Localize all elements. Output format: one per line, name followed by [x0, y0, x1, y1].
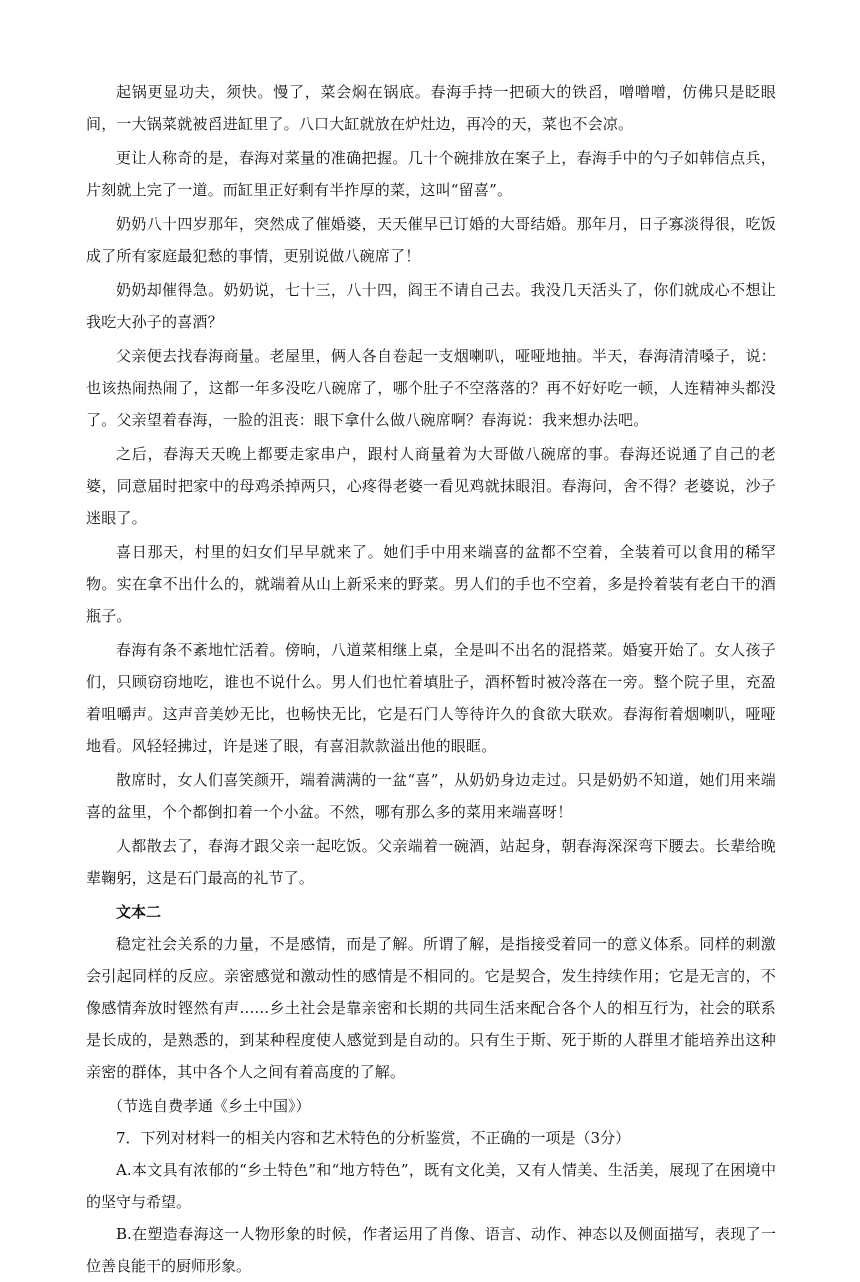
text2-paragraph: 稳定社会关系的力量，不是感情，而是了解。所谓了解，是指接受着同一的意义体系。同样的刺激会引起同样的反应。亲密感觉和激动性的感情是不相同的。它是契合，发生持续作用；它是无言的，不像感情奔放时铿然有声......乡土社会是靠亲密和长期的共同生活来配合各个人的相互行为，社会的联系是长成的，是熟悉的，到某种程度使人感觉到是自动的。只有生于斯、死于斯的人群里才能培养出这种亲密的群体，其中各个人之间有着高度的了解。: [86, 935, 776, 1081]
text2-source: （节选自费孝通《乡土中国》）: [108, 1097, 311, 1115]
question-section: [86, 1122, 776, 1282]
text2-section: [86, 896, 776, 1122]
text2-heading: 文本二: [116, 903, 162, 921]
document-page: [86, 76, 776, 1282]
question-option-b: B.在塑造春海这一人物形象的时候，作者运用了肖像、语言、动作、神态以及侧面描写，表现了一位善良能干的厨师形象。: [86, 1225, 776, 1275]
question-stem: 7．下列对材料一的相关内容和艺术特色的分析鉴赏，不正确的一项是（3分）: [116, 1129, 631, 1147]
text1-paragraph: 奶奶却催得急。奶奶说，七十三，八十四，阎王不请自己去。我没几天活头了，你们就成心不想让我吃大孙子的喜酒？: [86, 281, 776, 331]
text1-paragraph: 起锅更显功夫，须快。慢了，菜会焖在锅底。春海手持一把硕大的铁舀，噌噌噌，仿佛只是眨眼间，一大锅菜就被舀进缸里了。八口大缸就放在炉灶边，再冷的天，菜也不会凉。: [86, 83, 776, 133]
text1-section: [86, 76, 776, 894]
text1-paragraph: 喜日那天，村里的妇女们早早就来了。她们手中用来端喜的盆都不空着，全装着可以食用的稀罕物。实在拿不出什么的，就端着从山上新采来的野菜。男人们的手也不空着，多是拎着装有老白干的酒瓶子。: [86, 543, 776, 625]
text1-paragraph: 人都散去了，春海才跟父亲一起吃饭。父亲端着一碗酒，站起身，朝春海深深弯下腰去。长辈给晚辈鞠躬，这是石门最高的礼节了。: [86, 837, 776, 887]
text1-paragraph: 奶奶八十四岁那年，突然成了催婚婆，天天催早已订婚的大哥结婚。那年月，日子寡淡得很，吃饭成了所有家庭最犯愁的事情，更别说做八碗席了！: [86, 215, 776, 265]
question-option-a: A.本文具有浓郁的“乡土特色”和“地方特色”，既有文化美，又有人情美、生活美，展现了在困境中的坚守与希望。: [86, 1161, 776, 1211]
text1-paragraph: 更让人称奇的是，春海对菜量的准确把握。几十个碗排放在案子上，春海手中的勺子如韩信点兵，片刻就上完了一道。而缸里正好剩有半拃厚的菜，这叫“留喜”。: [86, 149, 776, 199]
text1-paragraph: 春海有条不紊地忙活着。傍晌，八道菜相继上桌，全是叫不出名的混搭菜。婚宴开始了。女人孩子们，只顾窃窃地吃，谁也不说什么。男人们也忙着填肚子，酒杯暂时被冷落在一旁。整个院子里，充盈着咀嚼声。这声音美妙无比，也畅快无比，它是石门人等待许久的食欲大联欢。春海衔着烟喇叭，哑哑地看。风轻轻拂过，许是迷了眼，有喜泪款款溢出他的眼眶。: [86, 641, 776, 755]
text1-paragraph: 父亲便去找春海商量。老屋里，俩人各自卷起一支烟喇叭，哑哑地抽。半天，春海清清嗓子，说：也该热闹热闹了，这都一年多没吃八碗席了，哪个肚子不空落落的？再不好好吃一顿，人连精神头都没了。父亲望着春海，一脸的沮丧：眼下拿什么做八碗席啊？春海说：我来想办法吧。: [86, 347, 776, 429]
text1-paragraph: 散席时，女人们喜笑颜开，端着满满的一盆“喜”，从奶奶身边走过。只是奶奶不知道，她们用来端喜的盆里，个个都倒扣着一个小盆。不然，哪有那么多的菜用来端喜呀！: [86, 771, 776, 821]
text1-paragraph: 之后，春海天天晚上都要走家串户，跟村人商量着为大哥做八碗席的事。春海还说通了自己的老婆，同意届时把家中的母鸡杀掉两只，心疼得老婆一看见鸡就抹眼泪。春海问，舍不得？老婆说，沙子迷眼了。: [86, 445, 776, 527]
